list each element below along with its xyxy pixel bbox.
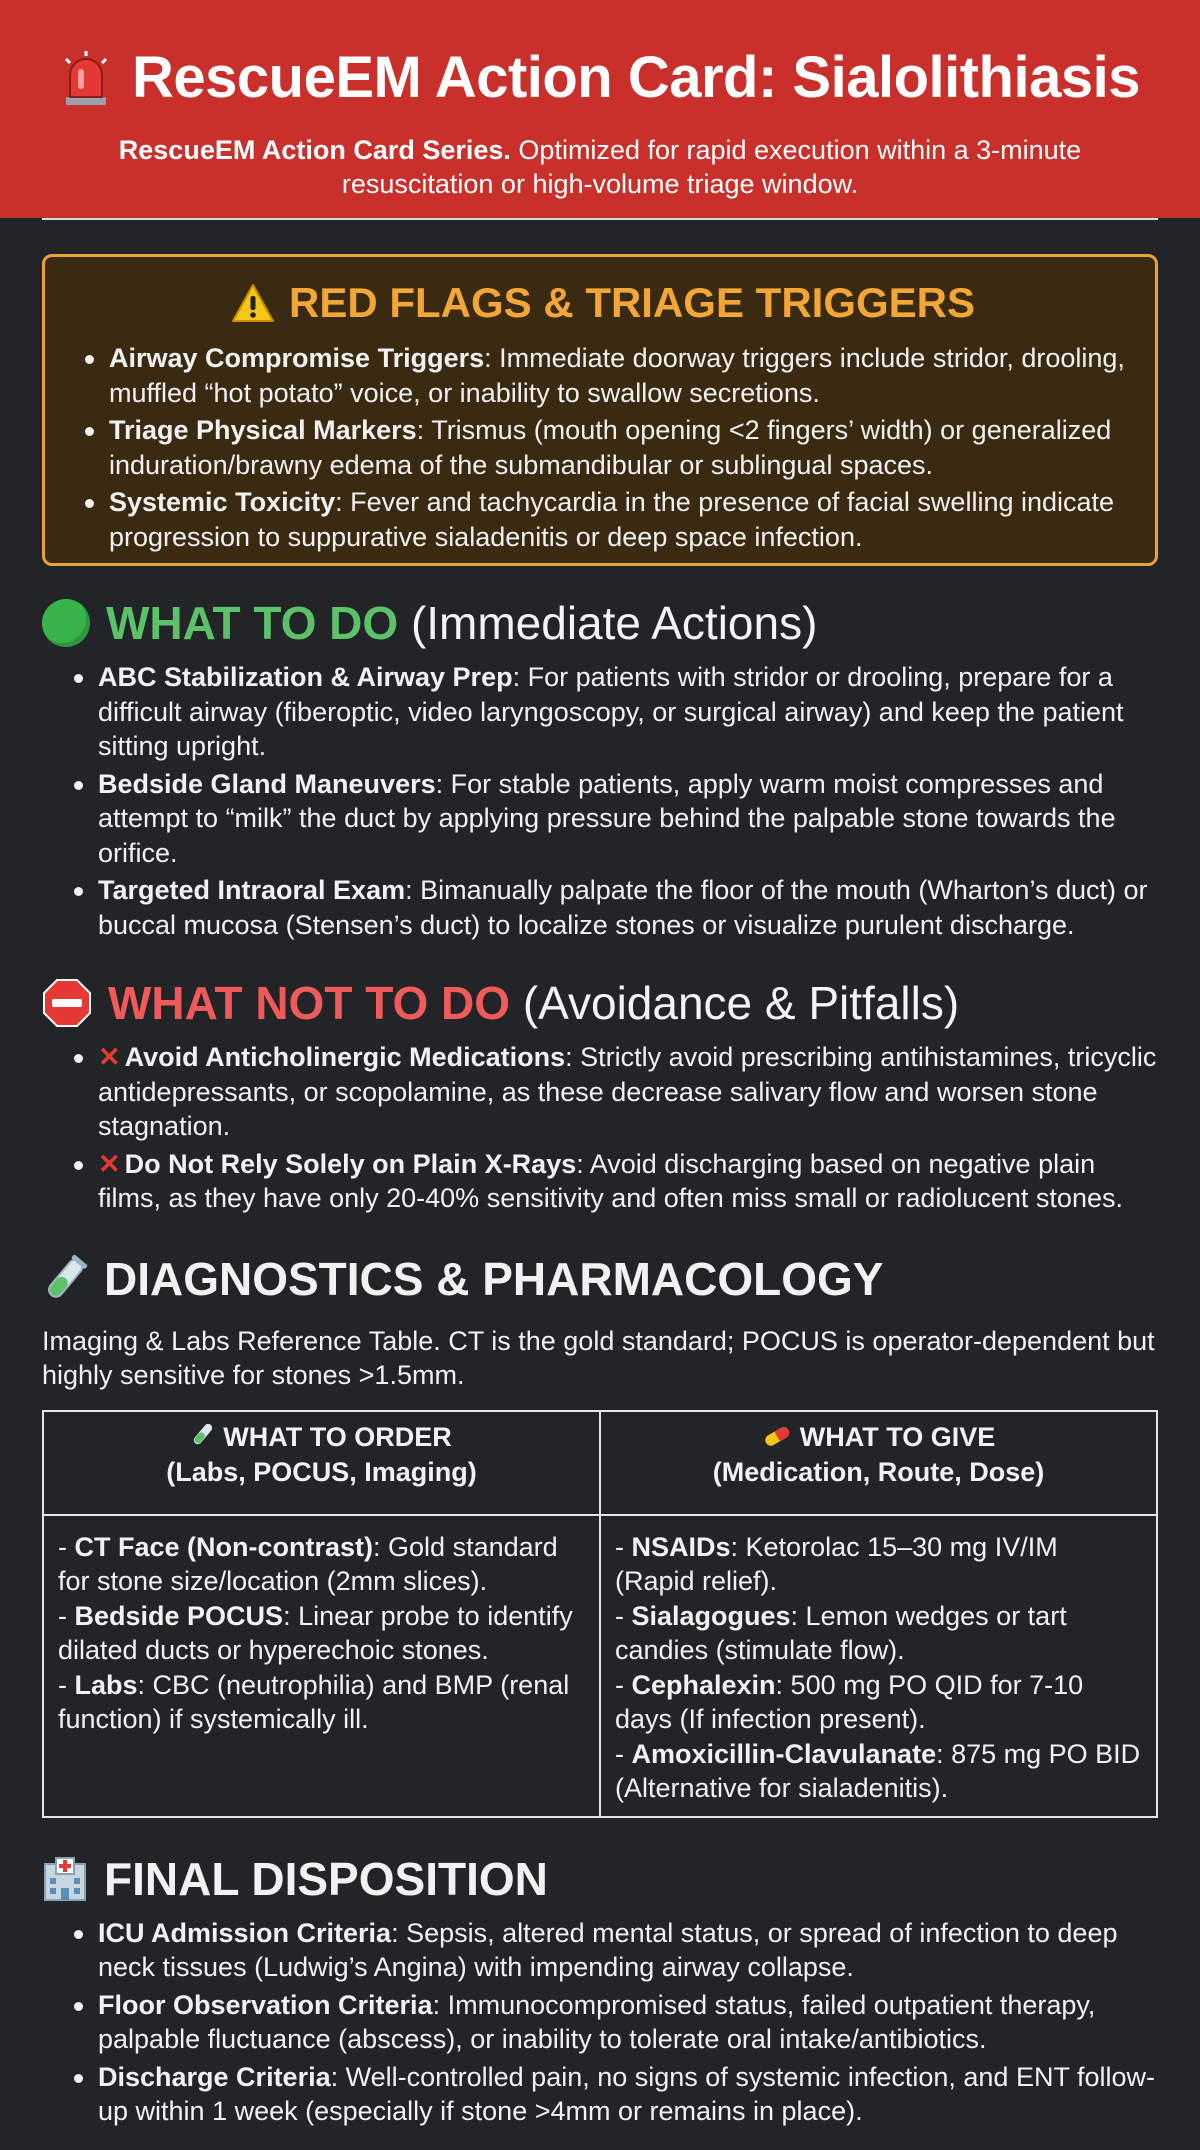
item-text: : For stable patients, apply warm moist compresses and attempt to “milk” the duct by applying pressure behind the palpable stone towards the orifice. [98,768,1116,868]
item-text: : Avoid discharging based on negative plain films, as they have only 20-40% sensitivity and often miss small or radiolucent stones. [98,1148,1123,1213]
item-label: Amoxicillin-Clavulanate [631,1738,937,1769]
test-tube-icon [42,1254,88,1304]
list-item [70,1988,1158,2057]
siren-icon [60,49,112,107]
what-to-do-title-rest: (Immediate Actions) [410,597,818,649]
what-not-to-do-title [42,976,1158,1030]
what-to-do-list [42,660,1158,942]
disposition-section [0,1852,1200,2129]
item-label: ABC Stabilization & Airway Prep [98,662,513,692]
item-label: Bedside POCUS [74,1600,284,1631]
item-text: : Trismus (mouth opening <2 fingers’ width) or generalized induration/brawny edema of the submandibular or sublingual spaces. [109,415,1112,480]
diagnostics-table [42,1410,1158,1818]
item-text: : Lemon wedges or tart candies (stimulate flow). [615,1600,1067,1665]
table-row [43,1515,1157,1817]
header-banner [0,0,1200,218]
cross-mark-icon: ✕ [98,1148,121,1179]
what-to-do-section [0,596,1200,942]
give-item: - Cephalexin: 500 mg PO QID for 7-10 days (If infection present). [615,1669,1084,1734]
list-item [70,873,1158,942]
page-title-text: RescueEM Action Card: Sialolithiasis [132,45,1140,110]
diagnostics-section [0,1252,1200,1818]
give-item: - Amoxicillin-Clavulanate: 875 mg PO BID (Alternative for sialadenitis). [615,1738,1141,1803]
item-label: Cephalexin [631,1669,776,1700]
item-label: Floor Observation Criteria [98,1989,433,2020]
list-item [81,413,1125,482]
diagnostics-description: Imaging & Labs Reference Table. CT is the gold standard; POCUS is operator-dependent but highly sensitive for stones >1.5mm. [42,1325,1155,1390]
header-subtitle-text: Optimized for rapid execution within a 3-minute resuscitation or high-volume triage window. [341,135,1082,199]
item-text: : Gold standard for stone size/location (2mm slices). [58,1531,558,1596]
item-text: : CBC (neutrophilia) and BMP (renal function) if systemically ill. [58,1669,570,1734]
order-item: - Labs: CBC (neutrophilia) and BMP (renal function) if systemically ill. [58,1669,570,1734]
cross-mark-icon: ✕ [98,1042,121,1072]
item-label: Sialagogues [631,1600,791,1631]
what-to-do-title-hl: WHAT TO DO [106,597,399,649]
order-item: - Bedside POCUS: Linear probe to identify dilated ducts or hyperechoic stones. [58,1600,573,1665]
item-label: Triage Physical Markers [109,415,417,445]
item-text: : Ketorolac 15–30 mg IV/IM (Rapid relief). [615,1531,1058,1596]
list-item [70,1147,1158,1216]
disposition-title-text: FINAL DISPOSITION [104,1852,548,1905]
item-label: Avoid Anticholinergic Medications [124,1042,566,1072]
what-not-to-do-title-rest: (Avoidance & Pitfalls) [522,977,960,1029]
pill-icon [762,1421,792,1455]
disposition-list [42,1916,1158,2129]
give-cell [600,1515,1157,1817]
give-column-header [600,1411,1157,1515]
list-item [81,485,1125,554]
item-label: Discharge Criteria [98,2061,331,2092]
disposition-title [42,1852,1158,1906]
diagnostics-title [42,1252,1158,1306]
red-flags-box [42,254,1158,566]
hospital-icon [42,1856,88,1902]
divider [42,218,1158,220]
item-text: : Linear probe to identify dilated ducts or hyperechoic stones. [58,1600,573,1665]
list-item [70,1040,1158,1144]
header-subtitle [70,133,1130,201]
give-header-line1: WHAT TO GIVE [799,1421,996,1452]
order-item: - CT Face (Non-contrast): Gold standard for stone size/location (2mm slices). [58,1531,558,1596]
item-text: : Immunocompromised status, failed outpatient therapy, palpable fluctuance (abscess), or inability to tolerate oral intake/antibiotics. [98,1989,1096,2054]
item-label: NSAIDs [631,1531,731,1562]
item-label: Bedside Gland Maneuvers [98,768,436,799]
give-item: - NSAIDs: Ketorolac 15–30 mg IV/IM (Rapid relief). [615,1531,1058,1596]
item-label: Airway Compromise Triggers [109,343,485,373]
warning-icon [231,283,275,323]
item-text: : Immediate doorway triggers include stridor, drooling, muffled “hot potato” voice, or inability to swallow secretions. [109,343,1125,408]
item-text: : Sepsis, altered mental status, or spread of infection to deep neck tissues (Ludwig’s Angina) with impending airway collapse. [98,1917,1118,1982]
item-label: Systemic Toxicity [109,487,336,517]
item-text: : Strictly avoid prescribing antihistamines, tricyclic antidepressants, or scopolamine, as these decrease salivary flow and worsen stone stagnation. [98,1042,1157,1141]
list-item [70,660,1158,764]
order-cell [43,1515,600,1817]
test-tube-icon [191,1421,215,1455]
item-text: : 875 mg PO BID (Alternative for sialadenitis). [615,1738,1141,1803]
what-not-to-do-list [42,1040,1158,1216]
order-header-line2: (Labs, POCUS, Imaging) [166,1457,477,1488]
red-flags-title [81,271,1125,335]
diagnostics-title-text: DIAGNOSTICS & PHARMACOLOGY [104,1252,884,1305]
list-item [81,341,1125,410]
item-label: ICU Admission Criteria [98,1917,392,1948]
item-label: Targeted Intraoral Exam [98,875,406,905]
item-label: Do Not Rely Solely on Plain X-Rays [124,1148,577,1179]
list-item [70,767,1158,871]
item-label: CT Face (Non-contrast) [74,1531,374,1562]
page-title [0,44,1200,111]
item-text: : Bimanually palpate the floor of the mouth (Wharton’s duct) or buccal mucosa (Stensen’s duct) to localize stones or visualize purulent discharge. [98,875,1148,940]
item-label: Labs [74,1669,138,1700]
order-header-line1: WHAT TO ORDER [223,1421,452,1452]
give-header-line2: (Medication, Route, Dose) [712,1457,1045,1488]
item-text: : For patients with stridor or drooling, prepare for a difficult airway (fiberoptic, video laryngoscopy, or surgical airway) and keep the patient sitting upright. [98,662,1124,761]
item-text: : Well-controlled pain, no signs of systemic infection, and ENT follow-up within 1 week (especially if stone >4mm or remains in place). [98,2061,1155,2126]
table-header-row [43,1411,1157,1515]
what-not-to-do-section [0,976,1200,1216]
what-not-to-do-title-hl: WHAT NOT TO DO [108,977,511,1029]
stop-sign-icon [42,978,92,1028]
green-circle-icon [42,599,90,647]
red-flags-title-text: RED FLAGS & TRIAGE TRIGGERS [288,279,976,326]
give-item: - Sialagogues: Lemon wedges or tart candies (stimulate flow). [615,1600,1067,1665]
order-column-header [43,1411,600,1515]
list-item [70,2060,1158,2129]
item-text: : Fever and tachycardia in the presence of facial swelling indicate progression to suppurative sialadenitis or deep space infection. [109,487,1115,552]
what-to-do-title [42,596,1158,650]
item-text: : 500 mg PO QID for 7-10 days (If infection present). [615,1669,1084,1734]
list-item [70,1916,1158,1985]
header-subtitle-bold: RescueEM Action Card Series. [118,135,511,165]
red-flags-list [81,341,1125,554]
